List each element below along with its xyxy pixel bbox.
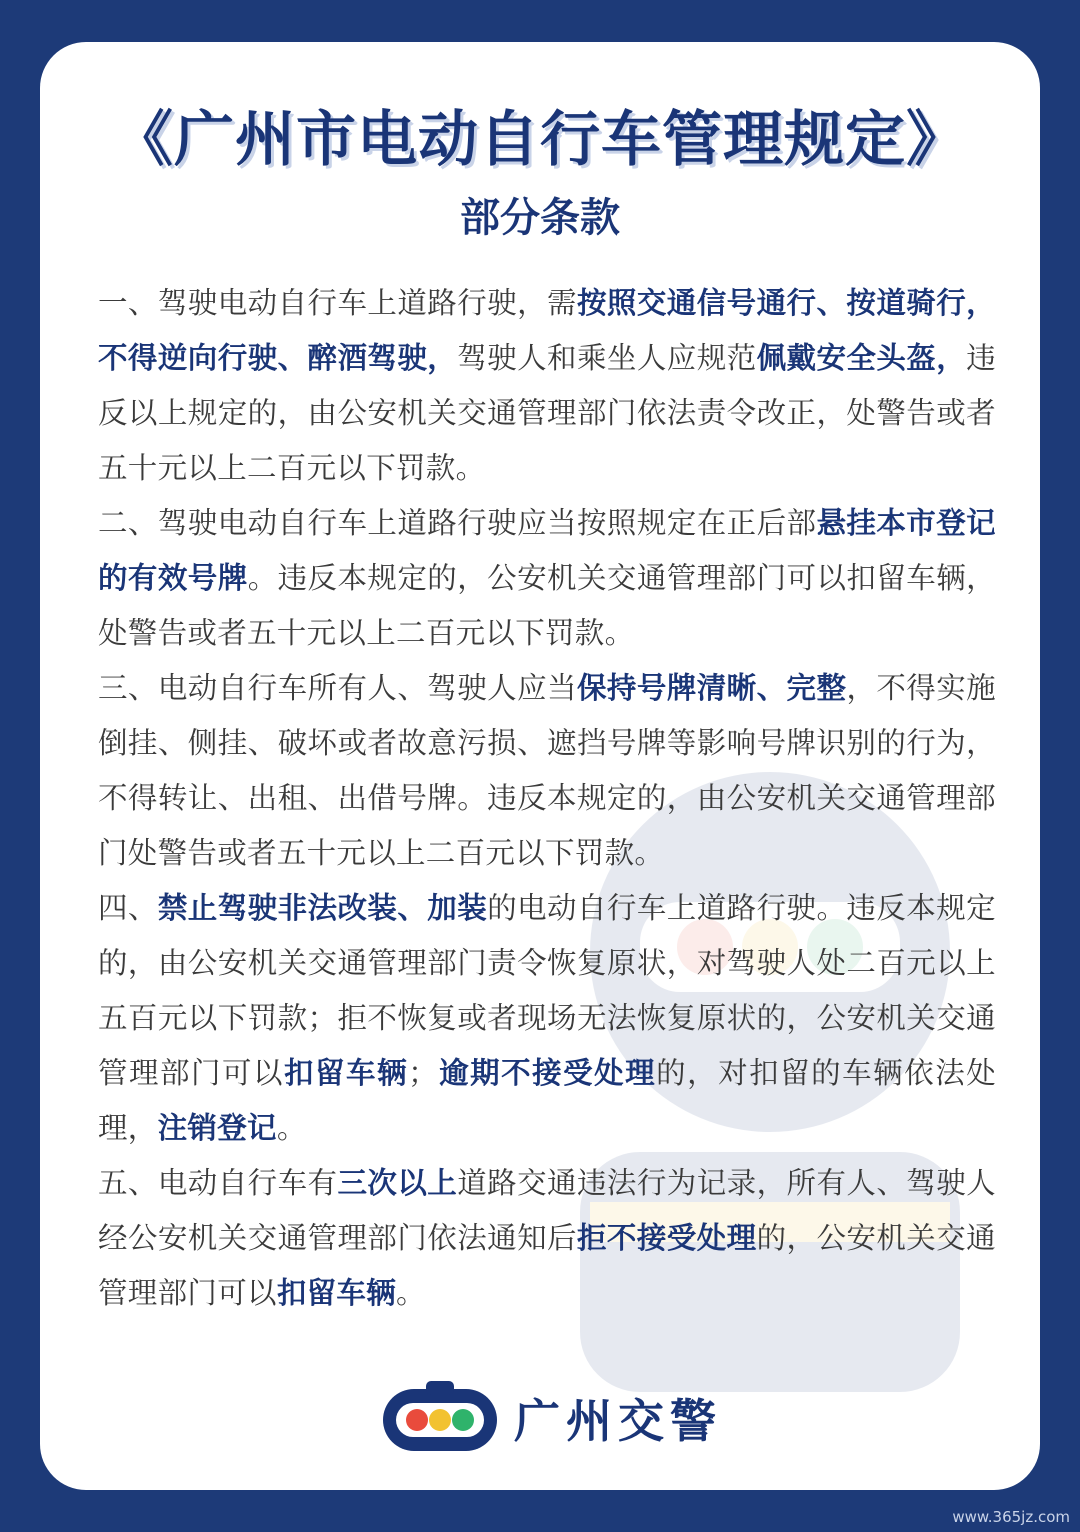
clause-4 — [98, 881, 996, 1156]
clause-5 — [98, 1156, 996, 1321]
clause-text: 道路交通违法行为记录，所有人、驾驶人经公安机关交通管理部门依法通知后 — [98, 1166, 996, 1255]
clause-text: 。违反本规定的，公安机关交通管理部门可以扣留车辆，处警告或者五十元以上二百元以下罚款。 — [98, 561, 996, 650]
poster-card — [40, 42, 1040, 1490]
highlighted-text: 注销登记 — [157, 1111, 277, 1145]
clause-text: 的，公安机关交通管理部门可以 — [98, 1221, 996, 1310]
site-watermark: www.365jz.com — [952, 1508, 1070, 1526]
clause-text: ，不得实施倒挂、侧挂、破坏或者故意污损、遮挡号牌等影响号牌识别的行为，不得转让、出租、出借号牌。违反本规定的，由公安机关交通管理部门处警告或者五十元以上二百元以下罚款。 — [98, 671, 996, 870]
clause-text: 二、驾驶电动自行车上道路行驶应当按照规定在正后部 — [98, 506, 817, 540]
highlighted-text: 按照交通信号通行、按道骑行，不得逆向行驶、醉酒驾驶， — [98, 286, 996, 375]
clause-text: 四、 — [98, 891, 158, 925]
clause-text: 的电动自行车上道路行驶。违反本规定的，由公安机关交通管理部门责令恢复原状，对驾驶人处二百元以上五百元以下罚款；拒不恢复或者现场无法恢复原状的，公安机关交通管理部门可以 — [98, 891, 996, 1090]
logo — [380, 1378, 722, 1458]
highlighted-text: 拒不接受处理 — [577, 1221, 757, 1255]
traffic-light-helmet-icon — [380, 1379, 500, 1457]
highlighted-text: 保持号牌清晰、完整 — [577, 671, 847, 705]
clause-text: 三、电动自行车所有人、驾驶人应当 — [98, 671, 577, 705]
clause-text: 。 — [396, 1276, 426, 1310]
clause-text: 一、驾驶电动自行车上道路行驶，需 — [98, 286, 577, 320]
clause-list — [98, 276, 996, 1321]
page-title: 《广州市电动自行车管理规定》 — [113, 105, 967, 175]
logo-text: 广州交警 — [514, 1394, 722, 1448]
highlighted-text: 扣留车辆 — [284, 1056, 409, 1090]
highlighted-text: 三次以上 — [337, 1166, 458, 1200]
clause-text: 违反以上规定的，由公安机关交通管理部门依法责令改正，处警告或者五十元以上二百元以下罚款。 — [98, 341, 996, 485]
clause-2 — [98, 496, 996, 661]
clause-text: 五、电动自行车有 — [98, 1166, 338, 1200]
highlighted-text: 禁止驾驶非法改装、加装 — [157, 891, 488, 925]
clause-text: ； — [408, 1056, 438, 1090]
clause-3 — [98, 661, 996, 881]
highlighted-text: 佩戴安全头盔， — [756, 341, 967, 375]
clause-text: 驾驶人和乘坐人应规范 — [457, 341, 757, 375]
page-subtitle: 部分条款 — [460, 195, 620, 241]
clause-text: 。 — [276, 1111, 307, 1145]
highlighted-text: 扣留车辆 — [276, 1276, 397, 1310]
clause-1 — [98, 276, 996, 496]
clause-text: 的，对扣留的车辆依法处理， — [98, 1056, 996, 1145]
highlighted-text: 逾期不接受处理 — [437, 1056, 657, 1090]
highlighted-text: 悬挂本市登记的有效号牌 — [98, 506, 996, 595]
